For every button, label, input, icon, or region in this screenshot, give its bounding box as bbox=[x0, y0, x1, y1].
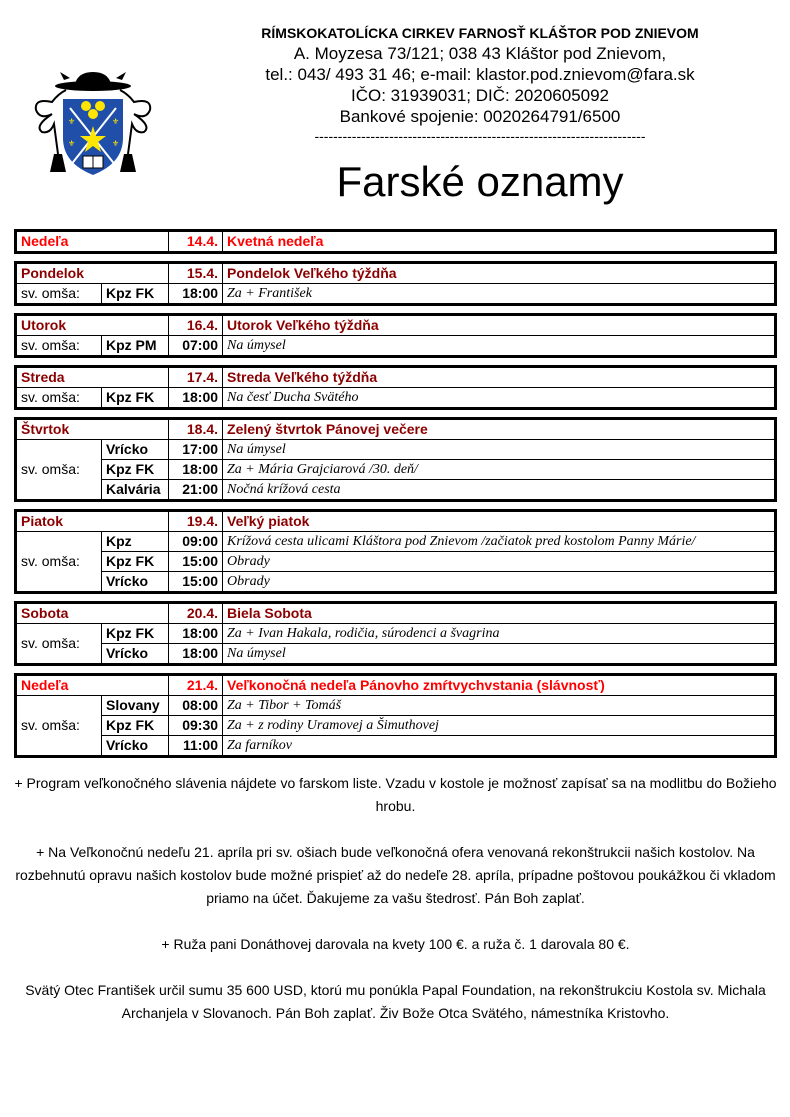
notice: + Program veľkonočného slávenia nájdete vo farskom liste. Vzadu v kostole je možnosť zapísať sa na modlitbu do Božieho hrobu. bbox=[14, 775, 777, 814]
parish-header bbox=[200, 23, 760, 143]
day-date: 14.4. bbox=[169, 231, 223, 253]
mass-intention: Nočná krížová cesta bbox=[223, 480, 776, 501]
mass-time: 09:30 bbox=[169, 716, 223, 736]
feast-name: Zelený štvrtok Pánovej večere bbox=[223, 419, 776, 440]
day-table bbox=[14, 601, 777, 666]
feast-name: Utorok Veľkého týždňa bbox=[223, 315, 776, 336]
day-header-row bbox=[16, 675, 776, 696]
mass-label: sv. omša: bbox=[16, 336, 102, 357]
feast-name: Streda Veľkého týždňa bbox=[223, 367, 776, 388]
svg-text:⚜: ⚜ bbox=[112, 117, 120, 126]
mass-label: sv. omša: bbox=[16, 284, 102, 305]
mass-place: Kalvária bbox=[102, 480, 169, 501]
mass-intention: Za + Tibor + Tomáš bbox=[223, 696, 776, 716]
mass-row bbox=[16, 716, 776, 736]
notices bbox=[14, 772, 777, 1048]
mass-time: 07:00 bbox=[169, 336, 223, 357]
mass-place: Kpz FK bbox=[102, 716, 169, 736]
mass-place: Kpz FK bbox=[102, 284, 169, 305]
mass-time: 18:00 bbox=[169, 284, 223, 305]
day-table bbox=[14, 509, 777, 594]
day-table bbox=[14, 673, 777, 758]
notice: Svätý Otec František určil sumu 35 600 USD, ktorú mu ponúkla Papal Foundation, na rekonštrukciu Kostola sv. Michala Archanjela v Slovanoch. Pán Boh zaplať. Živ Bože Otca Svätého, námestníka Kristovho. bbox=[25, 982, 766, 1021]
mass-intention: Obrady bbox=[223, 552, 776, 572]
feast-name: Biela Sobota bbox=[223, 603, 776, 624]
mass-intention: Na česť Ducha Svätého bbox=[223, 388, 776, 409]
mass-time: 11:00 bbox=[169, 736, 223, 757]
day-name: Štvrtok bbox=[16, 419, 169, 440]
mass-label: sv. omša: bbox=[16, 440, 102, 501]
mass-place: Kpz PM bbox=[102, 336, 169, 357]
day-name: Sobota bbox=[16, 603, 169, 624]
notice: + Na Veľkonočnú nedeľu 21. apríla pri sv. ošiach bude veľkonočná ofera venovaná rekonštrukcii našich kostolov. Na rozbehnutú opravu našich kostolov bude možné prispieť až do nedeľe 28. apríla, prípadne poštovou poukážkou či vkladom priamo na účet. Ďakujeme za vašu štedrosť. Pán Boh zaplať. bbox=[15, 844, 776, 906]
mass-time: 09:00 bbox=[169, 532, 223, 552]
day-table bbox=[14, 365, 777, 410]
mass-intention: Za + Ivan Hakala, rodičia, súrodenci a švagrina bbox=[223, 624, 776, 644]
notice: + Ruža pani Donáthovej darovala na kvety 100 €. a ruža č. 1 darovala 80 €. bbox=[161, 936, 630, 952]
mass-place: Vrícko bbox=[102, 644, 169, 665]
day-name: Piatok bbox=[16, 511, 169, 532]
mass-intention: Za + František bbox=[223, 284, 776, 305]
day-date: 16.4. bbox=[169, 315, 223, 336]
mass-intention: Na úmysel bbox=[223, 440, 776, 460]
bank: Bankové spojenie: 0020264791/6500 bbox=[339, 107, 621, 126]
mass-row bbox=[16, 696, 776, 716]
mass-place: Vrícko bbox=[102, 736, 169, 757]
day-header-row bbox=[16, 263, 776, 284]
mass-place: Kpz FK bbox=[102, 624, 169, 644]
day-header-row bbox=[16, 511, 776, 532]
svg-text:⚜: ⚜ bbox=[68, 139, 76, 148]
day-date: 21.4. bbox=[169, 675, 223, 696]
mass-row bbox=[16, 480, 776, 501]
mass-row bbox=[16, 532, 776, 552]
day-table bbox=[14, 261, 777, 306]
day-header-row bbox=[16, 419, 776, 440]
day-date: 18.4. bbox=[169, 419, 223, 440]
day-date: 19.4. bbox=[169, 511, 223, 532]
day-date: 17.4. bbox=[169, 367, 223, 388]
mass-place: Vrícko bbox=[102, 572, 169, 593]
day-name: Nedeľa bbox=[16, 675, 169, 696]
day-name: Utorok bbox=[16, 315, 169, 336]
mass-row bbox=[16, 440, 776, 460]
day-header-row bbox=[16, 231, 776, 253]
mass-row bbox=[16, 284, 776, 305]
feast-name: Pondelok Veľkého týždňa bbox=[223, 263, 776, 284]
mass-time: 18:00 bbox=[169, 644, 223, 665]
mass-row bbox=[16, 336, 776, 357]
mass-intention: Na úmysel bbox=[223, 336, 776, 357]
mass-place: Kpz bbox=[102, 532, 169, 552]
svg-text:⚜: ⚜ bbox=[112, 139, 120, 148]
mass-label: sv. omša: bbox=[16, 696, 102, 757]
day-name: Streda bbox=[16, 367, 169, 388]
feast-name: Veľkonočná nedeľa Pánovho zmŕtvychvstania (slávnosť) bbox=[223, 675, 776, 696]
mass-label: sv. omša: bbox=[16, 532, 102, 593]
page-title: Farské oznamy bbox=[336, 158, 624, 205]
mass-time: 18:00 bbox=[169, 624, 223, 644]
mass-time: 08:00 bbox=[169, 696, 223, 716]
org-name: RÍMSKOKATOLÍCKA CIRKEV FARNOSŤ KLÁŠTOR POD ZNIEVOM bbox=[261, 25, 699, 41]
mass-intention: Obrady bbox=[223, 572, 776, 593]
mass-row bbox=[16, 624, 776, 644]
mass-row bbox=[16, 736, 776, 757]
mass-row bbox=[16, 460, 776, 480]
day-table bbox=[14, 417, 777, 502]
mass-place: Kpz FK bbox=[102, 388, 169, 409]
svg-text:⚜: ⚜ bbox=[68, 117, 76, 126]
mass-place: Slovany bbox=[102, 696, 169, 716]
mass-intention: Za farníkov bbox=[223, 736, 776, 757]
mass-intention: Za + z rodiny Uramovej a Šimuthovej bbox=[223, 716, 776, 736]
mass-time: 18:00 bbox=[169, 460, 223, 480]
mass-place: Vrícko bbox=[102, 440, 169, 460]
mass-time: 17:00 bbox=[169, 440, 223, 460]
day-date: 20.4. bbox=[169, 603, 223, 624]
day-table bbox=[14, 229, 777, 254]
mass-place: Kpz FK bbox=[102, 552, 169, 572]
day-date: 15.4. bbox=[169, 263, 223, 284]
address: A. Moyzesa 73/121; 038 43 Kláštor pod Znievom, bbox=[293, 44, 667, 63]
coat-of-arms-icon bbox=[30, 68, 156, 180]
contact: tel.: 043/ 493 31 46; e-mail: klastor.pod.znievom@fara.sk bbox=[265, 65, 695, 84]
mass-label: sv. omša: bbox=[16, 388, 102, 409]
mass-intention: Za + Mária Grajciarová /30. deň/ bbox=[223, 460, 776, 480]
day-header-row bbox=[16, 603, 776, 624]
feast-name: Kvetná nedeľa bbox=[223, 231, 776, 253]
mass-time: 15:00 bbox=[169, 572, 223, 593]
mass-label: sv. omša: bbox=[16, 624, 102, 665]
day-name: Nedeľa bbox=[16, 231, 169, 253]
mass-time: 21:00 bbox=[169, 480, 223, 501]
feast-name: Veľký piatok bbox=[223, 511, 776, 532]
ids: IČO: 31939031; DIČ: 2020605092 bbox=[350, 86, 610, 105]
mass-row bbox=[16, 572, 776, 593]
mass-time: 15:00 bbox=[169, 552, 223, 572]
mass-intention: Krížová cesta ulicami Kláštora pod Znievom /začiatok pred kostolom Panny Márie/ bbox=[223, 532, 776, 552]
mass-row bbox=[16, 388, 776, 409]
day-header-row bbox=[16, 315, 776, 336]
mass-row bbox=[16, 552, 776, 572]
mass-time: 18:00 bbox=[169, 388, 223, 409]
day-table bbox=[14, 313, 777, 358]
day-name: Pondelok bbox=[16, 263, 169, 284]
mass-place: Kpz FK bbox=[102, 460, 169, 480]
schedule bbox=[14, 229, 777, 765]
day-header-row bbox=[16, 367, 776, 388]
separator: ----------------------------------------------------------------------- bbox=[314, 129, 646, 143]
mass-row bbox=[16, 644, 776, 665]
mass-intention: Na úmysel bbox=[223, 644, 776, 665]
